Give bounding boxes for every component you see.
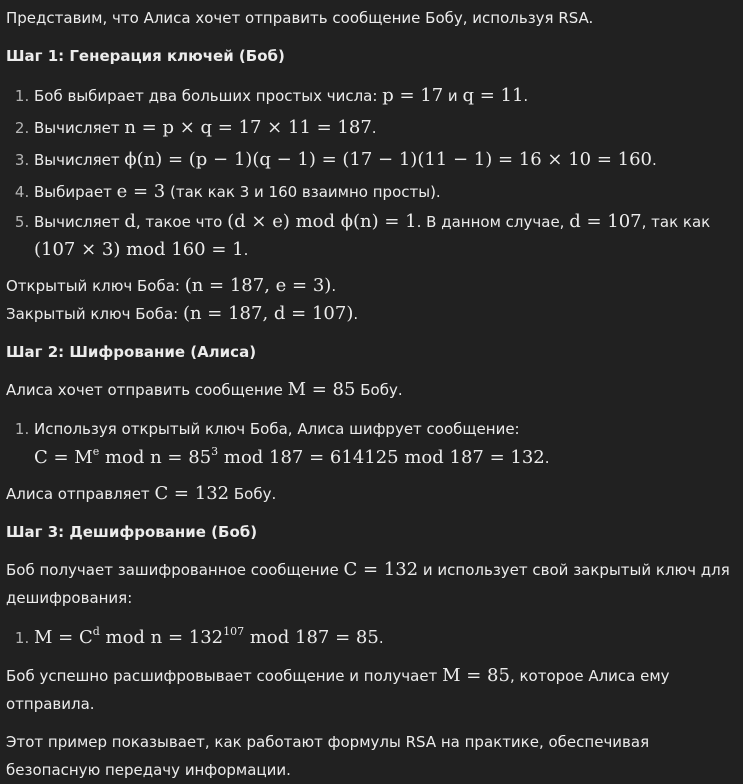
step1-heading: Шаг 1: Генерация ключей (Боб) <box>6 47 285 65</box>
math-expression: d = 107 <box>569 211 642 232</box>
step2-heading: Шаг 2: Шифрование (Алиса) <box>6 343 257 361</box>
list-item: 3. Вычисляет ϕ(n) = (p − 1)(q − 1) = (17 − 1)(11 − 1) = 16 × 10 = 160. <box>34 144 737 176</box>
math-expression: e = 3 <box>116 181 166 202</box>
math-expression: p = 17 <box>382 85 444 106</box>
math-expression: (n = 187, e = 3) <box>184 275 332 296</box>
step3-heading: Шаг 3: Дешифрование (Боб) <box>6 523 258 541</box>
math-expression: n = p × q = 17 × 11 = 187 <box>124 117 372 138</box>
encryption-formula: $C = M^e$ mod $n = 85^3$ mod 187 = 614125 mod 187 = 132. <box>34 445 550 468</box>
list-item: 1. Боб выбирает два больших простых числа: p = 17 и q = 11. <box>34 80 737 112</box>
alice-sends-line: Алиса отправляет C = 132 Бобу. <box>6 483 277 504</box>
result-line: Боб успешно расшифровывает сообщение и получает M = 85, которое Алиса ему отправила. <box>6 665 670 713</box>
math-expression: ϕ(n) = (p − 1)(q − 1) = (17 − 1)(11 − 1) = 16 × 10 = 160 <box>124 149 652 170</box>
math-expression: (d × e) mod ϕ(n) = 1 <box>227 211 417 232</box>
math-expression: M = 85 <box>287 379 356 400</box>
intro-paragraph: Представим, что Алиса хочет отправить сообщение Бобу, используя RSA. <box>6 9 594 27</box>
public-key-line: Открытый ключ Боба: (n = 187, e = 3). <box>6 275 337 296</box>
decryption-formula: $M = C^d$ mod $n = 132^{107}$ mod 187 = 85 <box>34 625 379 648</box>
outro-paragraph: Этот пример показывает, как работают формулы RSA на практике, обеспечивая безопасную передачу информации. <box>6 733 650 779</box>
step3-list <box>6 622 737 654</box>
private-key-line: Закрытый ключ Боба: (n = 187, d = 107). <box>6 303 359 324</box>
math-expression: C = 132 <box>154 483 230 504</box>
list-item: 1. Используя открытый ключ Боба, Алиса шифрует сообщение: $C = M^e$ mod $n = 85^3$ mod 187 = 614125 mod 187 = 132. <box>34 414 737 472</box>
list-item: 2. Вычисляет n = p × q = 17 × 11 = 187. <box>34 112 737 144</box>
step1-list <box>6 80 737 264</box>
math-expression: M = 85 <box>442 665 510 686</box>
math-expression: (n = 187, d = 107) <box>182 303 354 324</box>
list-item: 5. Вычисляет d, такое что (d × e) mod ϕ(n) = 1. В данном случае, d = 107, так как (107 × 3) mod 160 = 1. <box>34 208 737 264</box>
step2-paragraph: Алиса хочет отправить сообщение M = 85 Бобу. <box>6 379 403 400</box>
math-expression: d <box>124 211 136 232</box>
list-item: 1. $M = C^d$ mod $n = 132^{107}$ mod 187 = 85. <box>34 622 737 654</box>
list-item: 4. Выбирает e = 3 (так как 3 и 160 взаимно просты). <box>34 176 737 208</box>
math-expression: (107 × 3) mod 160 = 1 <box>34 239 244 260</box>
math-expression: C = 132 <box>343 559 419 580</box>
step2-list <box>6 414 737 472</box>
math-expression: q = 11 <box>462 85 524 106</box>
step3-paragraph: Боб получает зашифрованное сообщение C = 132 и использует свой закрытый ключ для дешифрования: <box>6 559 730 607</box>
